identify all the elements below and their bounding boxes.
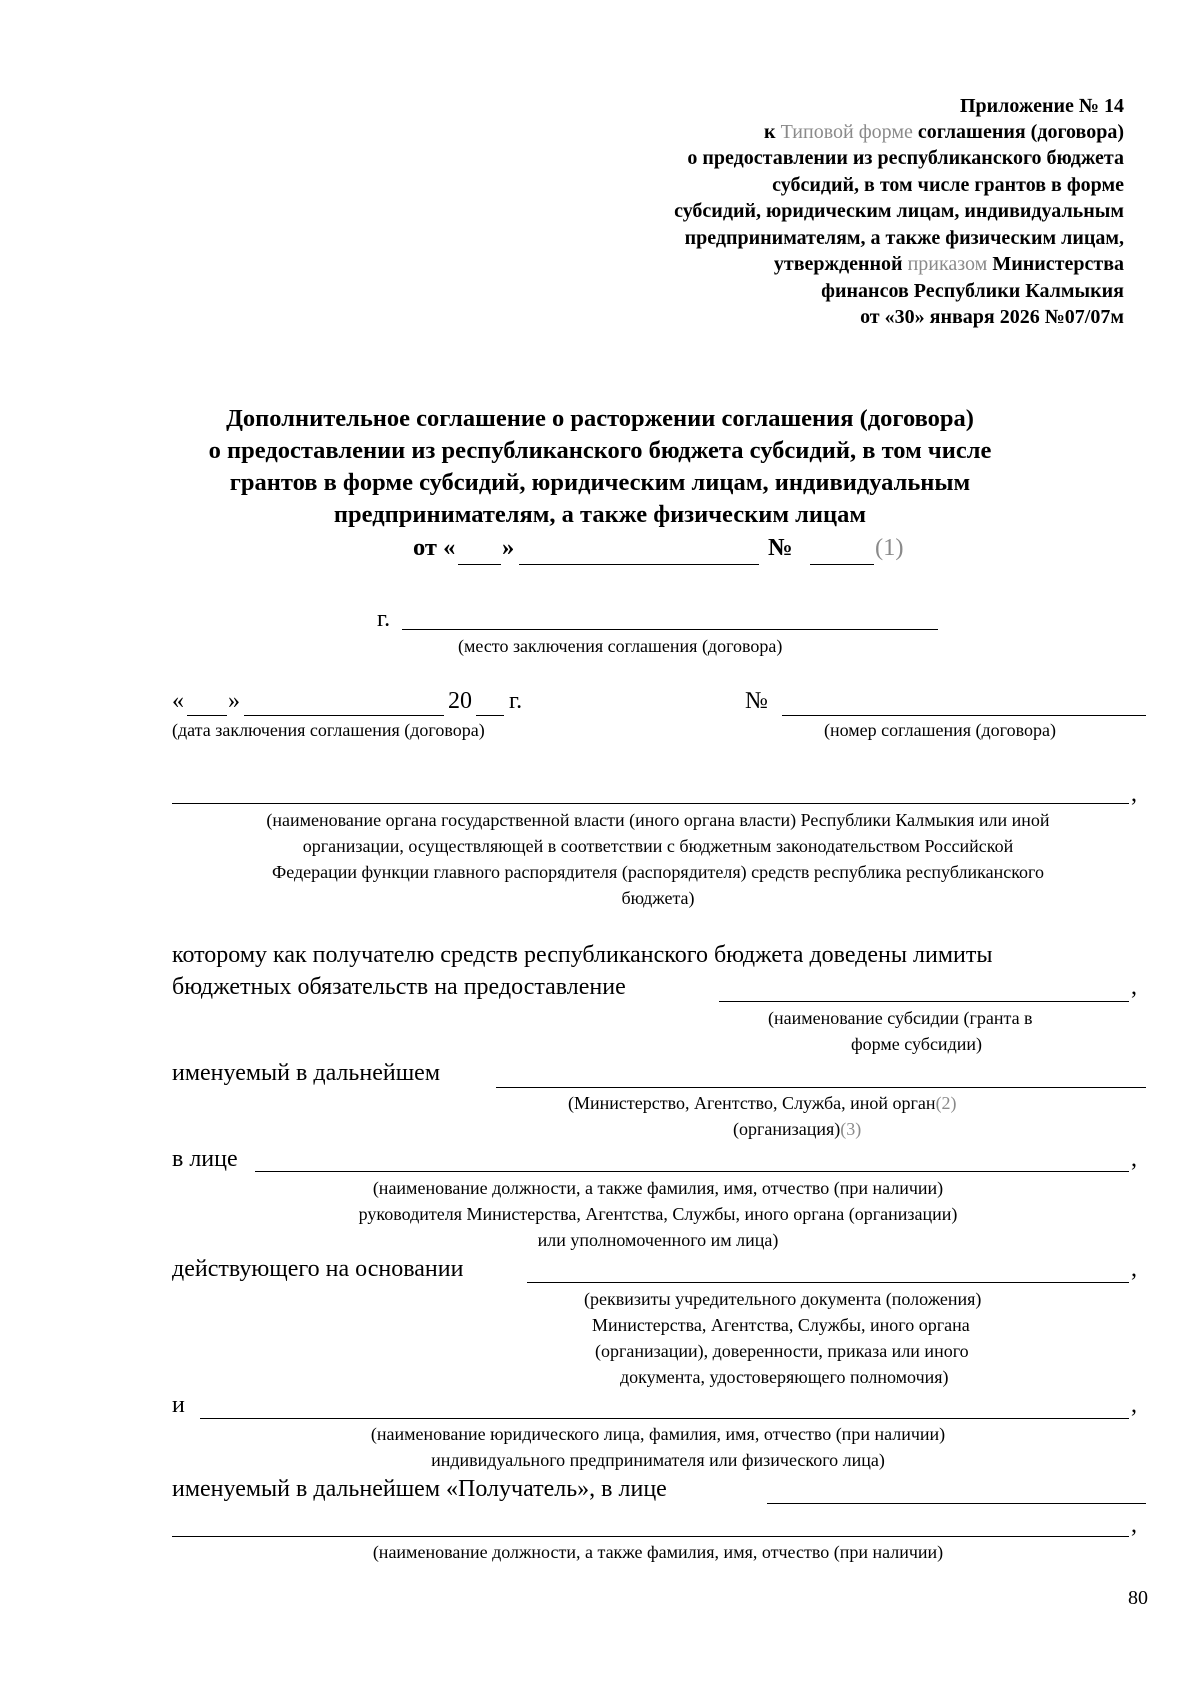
date-caption: (дата заключения соглашения (договора): [172, 720, 485, 740]
authority-caption-4: бюджета): [621, 888, 695, 908]
head-name-field[interactable]: [255, 1171, 1129, 1172]
ministry-name-field[interactable]: [496, 1087, 1146, 1088]
title-line-4: предпринимателям, а также физическим лицам: [333, 501, 867, 528]
appendix-text: Министерства: [987, 253, 1124, 275]
subsidy-caption-2: форме субсидии): [851, 1034, 982, 1054]
ministry-caption-text: (организация): [733, 1119, 841, 1139]
agreement-number-caption: (номер соглашения (договора): [824, 720, 1056, 740]
person-comma: ,: [1131, 1146, 1137, 1172]
title-month-field[interactable]: [519, 564, 759, 565]
recipient-comma: ,: [1131, 1392, 1137, 1418]
date-open-quote: «: [172, 688, 184, 714]
appendix-line-3: о предоставлении из республиканского бюджета: [687, 147, 1124, 169]
appendix-line-2: [764, 119, 1124, 146]
recipient-representative-field[interactable]: [767, 1503, 1146, 1504]
basis-field[interactable]: [527, 1282, 1129, 1283]
date-year-field[interactable]: [476, 715, 504, 716]
appendix-line-6: предпринимателям, а также физическим лицам,: [684, 227, 1124, 249]
recipient-caption-2: индивидуального предпринимателя или физического лица): [431, 1450, 885, 1470]
appendix-line-7: [774, 251, 1124, 278]
limits-line-1: которому как получателю средств республиканского бюджета доведены лимиты: [172, 942, 993, 968]
typical-form-link[interactable]: Типовой форме: [780, 121, 913, 143]
footnote-1: (1): [875, 534, 904, 561]
limits-line-2: бюджетных обязательств на предоставление: [172, 974, 626, 1000]
basis-caption-2: Министерства, Агентства, Службы, иного органа: [592, 1315, 970, 1335]
authority-comma: ,: [1131, 781, 1137, 807]
agreement-number-sign: №: [745, 688, 768, 714]
recipient-named-comma: ,: [1131, 1512, 1137, 1538]
recipient-representative-field-2[interactable]: [172, 1536, 1129, 1537]
place-caption: (место заключения соглашения (договора): [458, 636, 783, 656]
ministry-caption-2: [733, 1119, 861, 1140]
subsidy-caption-1: (наименование субсидии (гранта в: [768, 1008, 1033, 1028]
authority-caption-2: организации, осуществляющей в соответствии с бюджетным законодательством Российской: [302, 836, 1014, 856]
authority-caption-1: (наименование органа государственной власти (иного органа власти) Республики Калмыкия или иной: [266, 810, 1050, 830]
date-year-suffix: г.: [509, 688, 523, 714]
appendix-line-4: субсидий, в том числе грантов в форме: [772, 174, 1124, 196]
authority-caption-3: Федерации функции главного распорядителя (распорядителя) средств республика республиканского: [272, 862, 1044, 882]
basis-caption-1: (реквизиты учредительного документа (положения): [584, 1289, 982, 1309]
footnote-2: (2): [935, 1093, 957, 1113]
date-close-quote: »: [228, 688, 240, 714]
title-line-3: грантов в форме субсидий, юридическим лицам, индивидуальным: [229, 469, 971, 496]
person-text: в лице: [172, 1146, 238, 1172]
appendix-line-8: финансов Республики Калмыкия: [821, 280, 1124, 302]
page-number: 80: [1128, 1587, 1148, 1609]
basis-caption-3: (организации), доверенности, приказа или иного: [595, 1341, 969, 1361]
footnote-3: (3): [840, 1119, 862, 1139]
place-prefix: г.: [377, 606, 391, 632]
agreement-number-field[interactable]: [782, 715, 1146, 716]
recipient-caption-1: (наименование юридического лица, фамилия, имя, отчество (при наличии): [370, 1424, 946, 1444]
basis-caption-4: документа, удостоверяющего полномочия): [620, 1367, 949, 1387]
head-caption-2: руководителя Министерства, Агентства, Службы, иного органа (организации): [358, 1204, 958, 1224]
place-field[interactable]: [402, 629, 938, 630]
title-date-close: »: [502, 534, 515, 561]
head-caption-1: (наименование должности, а также фамилия, имя, отчество (при наличии): [372, 1178, 944, 1198]
appendix-line-9: от «30» января 2026 №07/07м: [860, 306, 1124, 328]
title-line-1: Дополнительное соглашение о расторжении соглашения (договора): [226, 405, 974, 432]
title-date-from: от «: [413, 534, 456, 561]
ministry-caption-1: [568, 1093, 957, 1114]
recipient-named-text: именуемый в дальнейшем «Получатель», в лице: [172, 1476, 667, 1502]
recipient-name-field[interactable]: [200, 1418, 1129, 1419]
title-number-sign: №: [768, 534, 793, 561]
subsidy-name-field[interactable]: [719, 1001, 1129, 1002]
appendix-text: утвержденной: [773, 253, 908, 275]
title-number-field[interactable]: [810, 564, 874, 565]
appendix-text: соглашения (договора): [912, 121, 1124, 143]
date-day-field[interactable]: [187, 715, 227, 716]
appendix-line-5: субсидий, юридическим лицам, индивидуальным: [674, 200, 1124, 222]
title-line-2: о предоставлении из республиканского бюджета субсидий, в том числе: [208, 437, 992, 464]
order-link[interactable]: приказом: [907, 253, 988, 275]
date-year-prefix: 20: [448, 688, 472, 714]
limits-comma: ,: [1131, 974, 1137, 1000]
authority-field[interactable]: [172, 803, 1129, 804]
date-month-field[interactable]: [244, 715, 444, 716]
named-text: именуемый в дальнейшем: [172, 1060, 441, 1086]
basis-comma: ,: [1131, 1256, 1137, 1282]
title-day-field[interactable]: [458, 564, 501, 565]
recipient-text: и: [172, 1392, 185, 1418]
recipient-named-caption-1: (наименование должности, а также фамилия, имя, отчество (при наличии): [372, 1542, 944, 1562]
appendix-line-1: Приложение № 14: [959, 95, 1124, 117]
appendix-text: к: [764, 121, 781, 143]
head-caption-3: или уполномоченного им лица): [537, 1230, 779, 1250]
basis-text: действующего на основании: [172, 1256, 464, 1282]
ministry-caption-text: (Министерство, Агентство, Служба, иной орган: [568, 1093, 936, 1113]
